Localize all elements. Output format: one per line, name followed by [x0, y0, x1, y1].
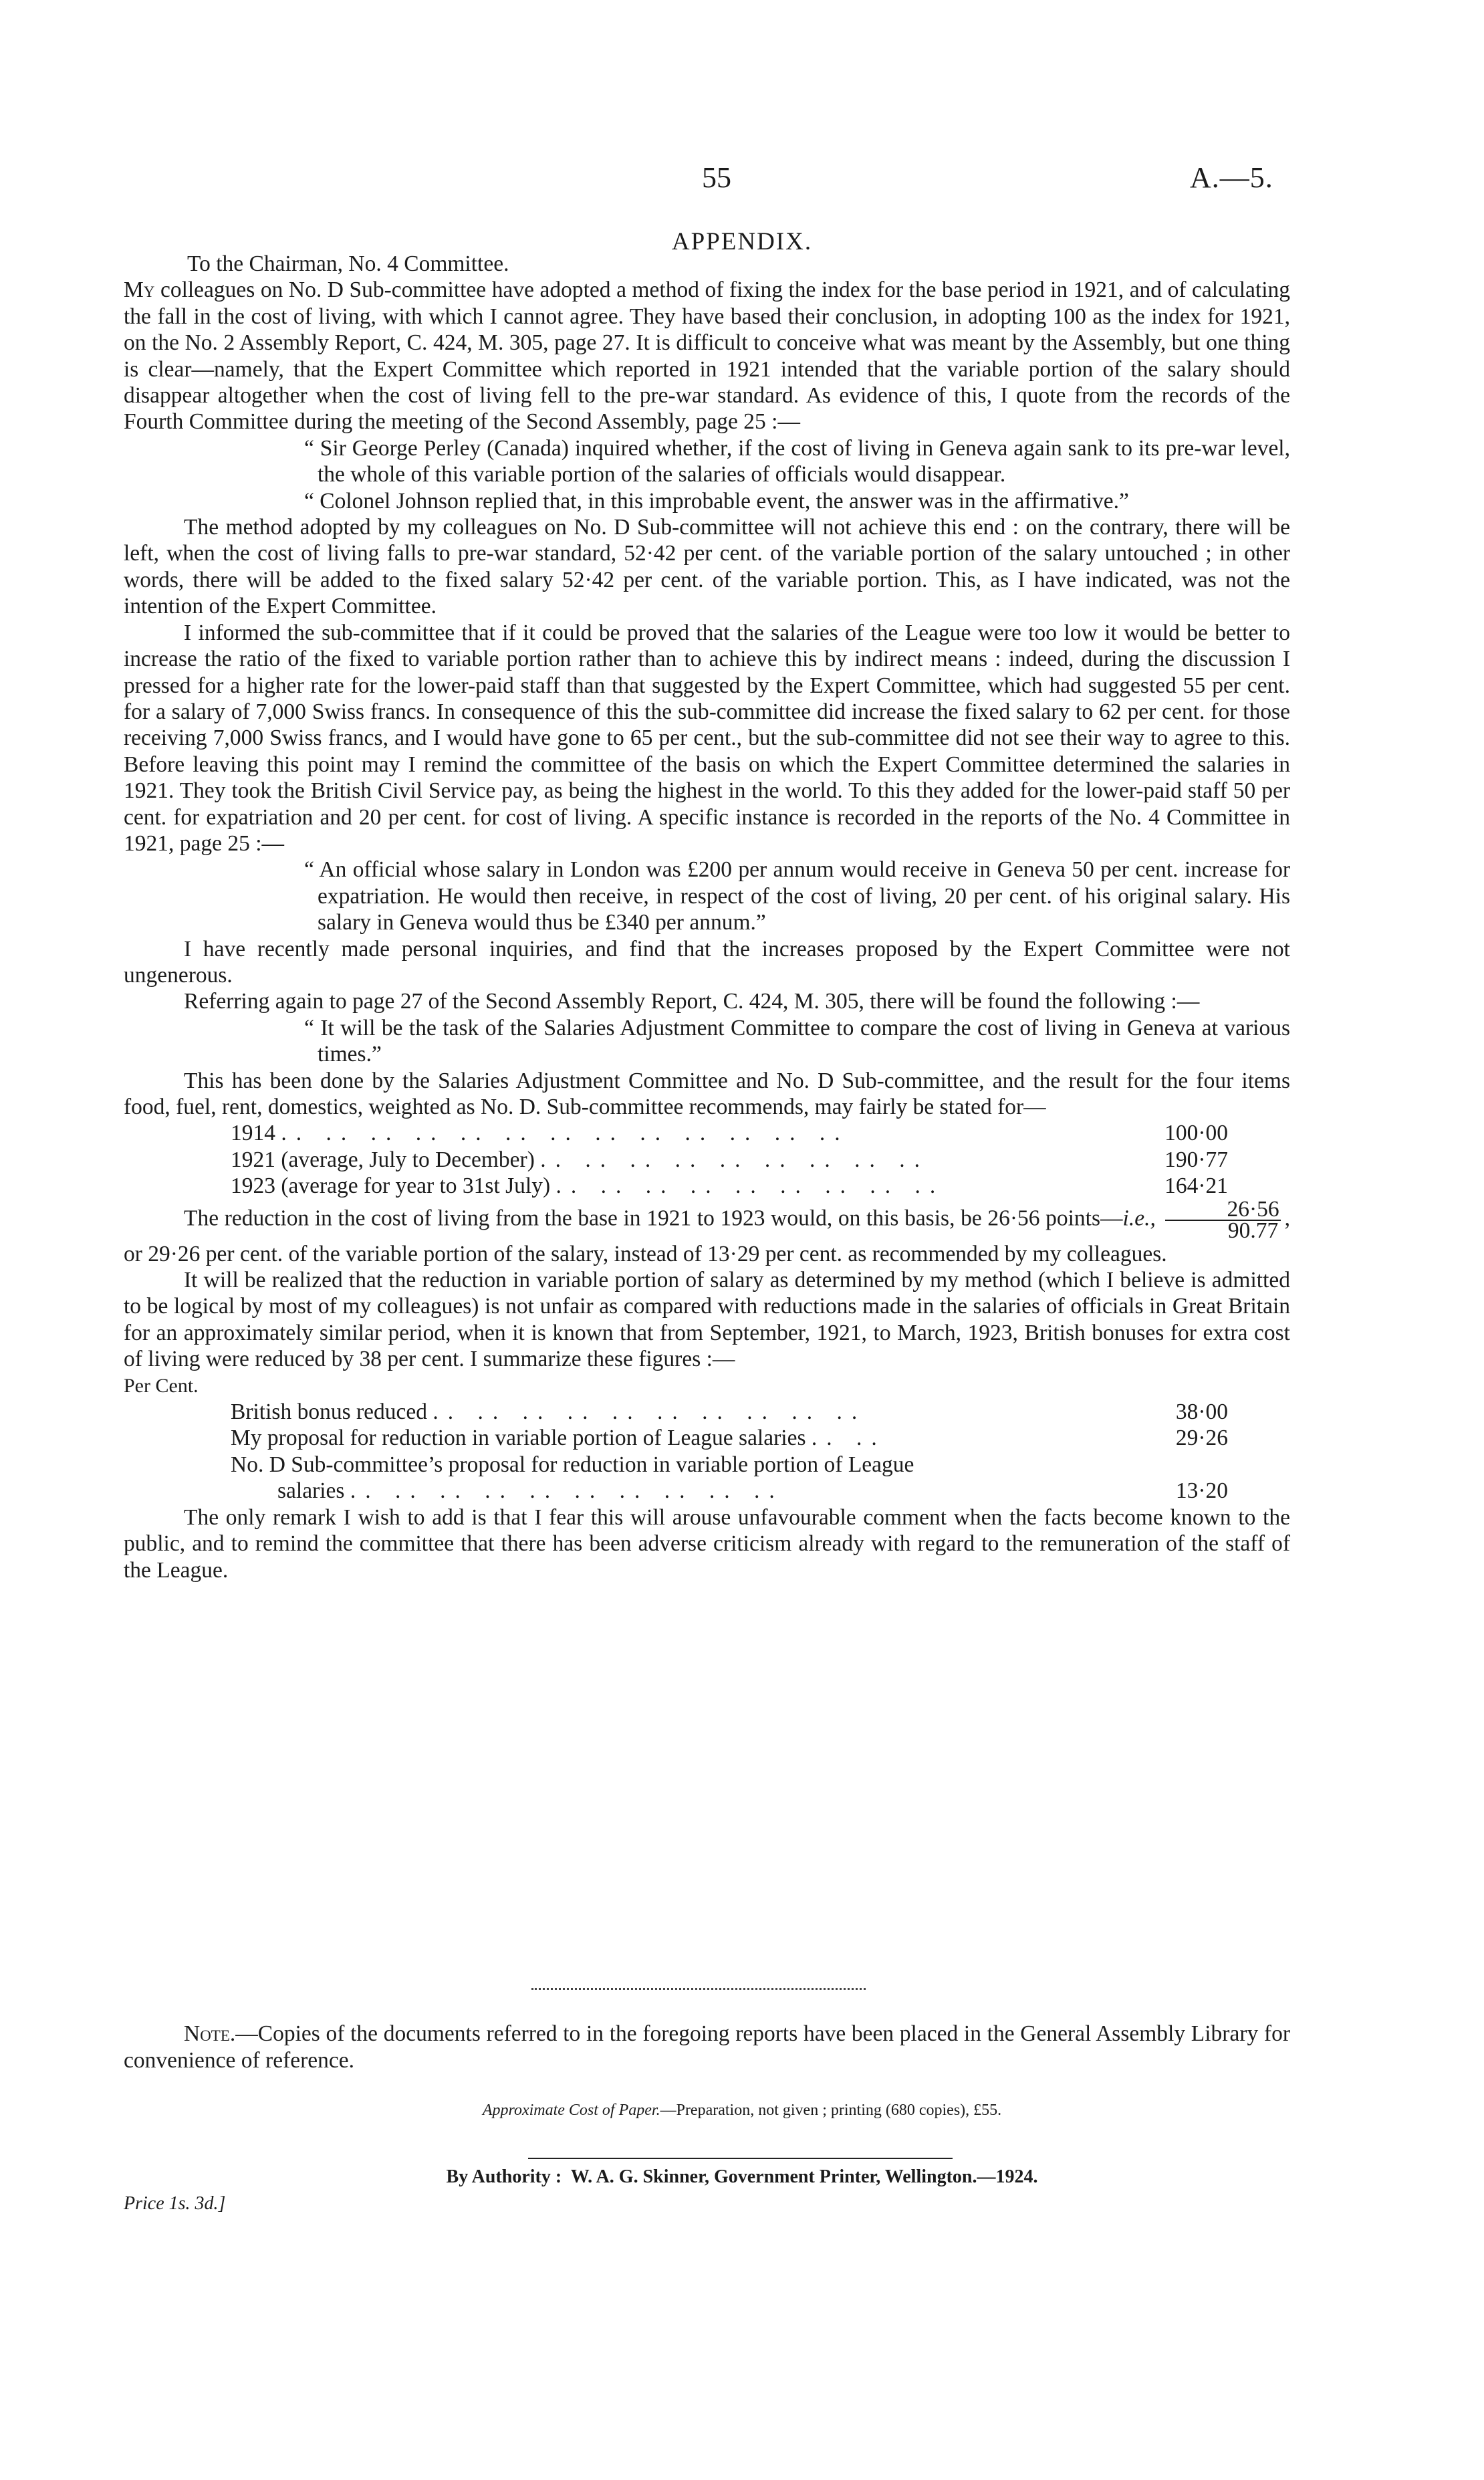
table-row: [231, 1452, 1228, 1478]
note-text: —Copies of the documents referred to in the foregoing reports have been placed in the General Assembly Library for convenience of reference.: [124, 2021, 1290, 2073]
paragraph-6: This has been done by the Salaries Adjustment Committee and No. D Sub-committee, and the result for the four items food, fuel, rent, domestics, weighted as No. D. Sub-committee recommends, may fairly be stated for—: [124, 1068, 1290, 1119]
index-value-1923: 164·21: [1164, 1173, 1228, 1199]
note-lead: Note.: [184, 2021, 236, 2046]
index-label-1923: 1923 (average for year to 31st July): [231, 1173, 551, 1199]
paragraph-9: The only remark I wish to add is that I fear this will arouse unfavourable comment when the facts become known to the public, and to remind the committee that there has been adverse criticism already with regard to the remuneration of the staff of the League.: [124, 1504, 1290, 1583]
paragraph-1-text: colleagues on No. D Sub-committee have adopted a method of fixing the index for the base period in 1921, and of calculating the fall in the cost of living, with which I cannot agree. They have based their conclusion, in adopting 100 as the index for 1921, on the No. 2 Assembly Report, C. 424, M. 305, page 27. It is difficult to conceive what was meant by the Assembly, but one thing is clear—namely, that the Expert Committee which reported in 1921 intended that the variable portion of the salary should disappear altogether when the cost of living fell to the pre-war standard. As evidence of this, I quote from the records of the Fourth Committee during the meeting of the Second Assembly, page 25 :—: [124, 277, 1290, 435]
fraction-denominator: 90.77: [1227, 1218, 1279, 1243]
summary-table: [231, 1399, 1228, 1504]
paragraph-2: The method adopted by my colleagues on No. D Sub-committee will not achieve this end : on the contrary, there will be left, when the cost of living falls to pre-war standard, 52·42 per cent. of the variable portion of the salary untouched ; in other words, there will be added to the fixed salary 52·42 per cent. of the variable portion. This, as I have indicated, was not the intention of the Expert Committee.: [124, 515, 1290, 619]
percent-column-header: Per Cent.: [124, 1374, 199, 1397]
table-row: 1923 (average for year to 31st July) .. .. .. .. .. .. .. .. .. 164·21: [231, 1173, 1228, 1199]
index-table: [231, 1120, 1228, 1199]
appendix-heading: APPENDIX.: [671, 228, 813, 255]
index-value-1914: 100·00: [1164, 1121, 1228, 1146]
quote-perley: “ Sir George Perley (Canada) inquired whether, if the cost of living in Geneva again sank to its pre-war level, the whole of this variable portion of the salaries of officials would disappear.: [304, 435, 1290, 487]
note-paragraph: [124, 2021, 1290, 2074]
index-label-1921: 1921 (average, July to December): [231, 1147, 535, 1172]
paragraph-4: I have recently made personal inquiries, and find that the increases proposed by the Expert Committee were not ungenerous.: [124, 936, 1290, 988]
cost-text: —Preparation, not given ; printing (680 copies), £55.: [660, 2102, 1002, 2119]
summary-value-subcommittee: 13·20: [1175, 1478, 1228, 1504]
paragraph-1-lead: My: [124, 277, 155, 303]
table-row: 1914 .. .. .. .. .. .. .. .. .. .. .. .. .. 100·00: [231, 1121, 1228, 1146]
quote-official-salary: “ An official whose salary in London was £200 per annum would receive in Geneva 50 per cent. increase for expatriation. He would then receive, in respect of the cost of living, 20 per cent. of his original salary. His salary in Geneva would thus be £340 per annum.”: [304, 857, 1290, 935]
letter-body: [124, 251, 1290, 1583]
paragraph-8: It will be realized that the reduction in variable portion of salary as determined by my method (which I believe is admitted to be logical by most of my colleagues) is not unfair as compared with reductions made in the salaries of officials in Great Britain for an approximately similar period, when it is known that from September, 1921, to March, 1923, British bonuses for extra cost of living were reduced by 38 per cent. I summarize these figures :—: [124, 1268, 1290, 1372]
table-row: 1921 (average, July to December) .. .. .. .. .. .. .. .. .. 190·77: [231, 1147, 1228, 1172]
summary-value-british: 38·00: [1175, 1399, 1228, 1425]
quote-salaries-committee: “ It will be the task of the Salaries Adjustment Committee to compare the cost of living in Geneva at various times.”: [304, 1015, 1290, 1067]
imprint-rule: [528, 2158, 953, 2159]
page-number: 55: [702, 161, 731, 194]
summary-label-my-proposal: My proposal for reduction in variable portion of League salaries: [231, 1426, 806, 1451]
table-row: salaries .. .. .. .. .. .. .. .. .. .. 13·20: [231, 1478, 1228, 1504]
fraction-numerator: 26·56: [1165, 1200, 1280, 1221]
summary-label-salaries: salaries: [277, 1478, 345, 1504]
cost-label: Approximate Cost of Paper.: [482, 2102, 660, 2119]
price-label: Price 1s. 3d.]: [124, 2193, 226, 2214]
table-row: My proposal for reduction in variable portion of League salaries .. .. 29·26: [231, 1426, 1228, 1451]
index-label-1914: 1914: [231, 1121, 275, 1146]
cost-of-paper: [0, 2102, 1484, 2120]
quote-johnson: “ Colonel Johnson replied that, in this improbable event, the answer was in the affirmative.”: [304, 488, 1129, 514]
paragraph-7: The reduction in the cost of living from the base in 1921 to 1923 would, on this basis, be 26·56 points—i.e., $\frac{26\cdot 56}{90.77}$ , or 29·26 per cent. of the variable portion of the salary, instead of 13·29 per cent. as recommended by my colleagues.: [124, 1196, 1290, 1266]
summary-label-subcommittee: No. D Sub-committee’s proposal for reduction in variable portion of League: [231, 1452, 914, 1477]
document-reference: A.—5.: [1190, 161, 1273, 194]
section-divider: [531, 1988, 866, 1990]
fraction: [1165, 1196, 1280, 1243]
paragraph-5: Referring again to page 27 of the Second Assembly Report, C. 424, M. 305, there will be found the following :—: [184, 989, 1200, 1014]
paragraph-1: [124, 277, 1290, 435]
table-row: British bonus reduced .. .. .. .. .. .. .. .. .. .. 38·00: [231, 1399, 1228, 1425]
summary-label-british: British bonus reduced: [231, 1399, 428, 1425]
index-value-1921: 190·77: [1164, 1147, 1228, 1172]
summary-value-my-proposal: 29·26: [1175, 1426, 1228, 1451]
printer-imprint: By Authority : W. A. G. Skinner, Government Printer, Wellington.—1924.: [446, 2166, 1038, 2187]
paragraph-3: I informed the sub-committee that if it could be proved that the salaries of the League were too low it would be better to increase the ratio of the fixed to variable portion rather than to achieve this by indirect means : indeed, during the discussion I pressed for a higher rate for the lower-paid staff than that suggested by the Expert Committee, which had suggested 55 per cent. for a salary of 7,000 Swiss francs. In consequence of this the sub-committee did increase the fixed salary to 62 per cent. for those receiving 7,000 Swiss francs, and I would have gone to 65 per cent., but the sub-committee did not see their way to agree to this. Before leaving this point may I remind the committee of the basis on which the Expert Committee determined the salaries in 1921. They took the British Civil Service pay, as being the highest in the world. To this they added for the lower-paid staff 50 per cent. for expatriation and 20 per cent. for cost of living. A specific instance is recorded in the reports of the No. 4 Committee in 1921, page 25 :—: [124, 620, 1290, 856]
address-line: To the Chairman, No. 4 Committee.: [187, 251, 509, 276]
